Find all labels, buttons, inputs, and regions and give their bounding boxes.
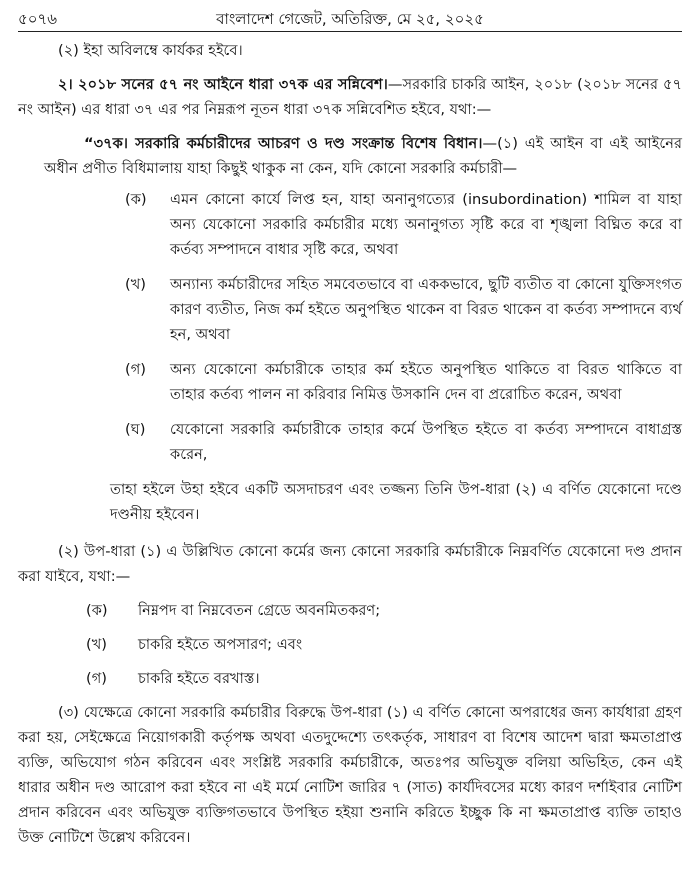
penalty-text: নিম্নপদ বা নিম্নবেতন গ্রেডে অবনমিতকরণ;	[138, 602, 381, 619]
subsection-3: (৩) যেক্ষেত্রে কোনো সরকারি কর্মচারীর বিরুদ্ধে উপ-ধারা (১) এ বর্ণিত কোনো অপরাধের জন্য কার্যধারা গ্রহণ করা হয়, সেইক্ষেত্রে নিয়োগকারী কর্তৃপক্ষ অথবা এতদুদ্দেশ্যে তৎকর্তৃক, সাধারণ বা বিশেষ আদেশ দ্বারা ক্ষমতাপ্রাপ্ত ব্যক্তি, অভিযোগ গঠন করিবেন এবং সংশ্লিষ্ট সরকারি কর্মচারীকে, অতঃপর অভিযুক্ত বলিয়া অভিহিত, কেন এই ধারার অধীন দণ্ড আরোপ করা হইবে না এই মর্মে নোটিশ জারির ৭ (সাত) কার্যদিবসের মধ্যে কারণ দর্শাইবার নোটিশ প্রদান করিবেন এবং অভিযুক্ত ব্যক্তিগতভাবে উপস্থিত হইয়া শুনানি করিতে ইচ্ছুক কি না ক্ষমতাপ্রাপ্ত ব্যক্তি তাহাও উক্ত নোটিশে উল্লেখ করিবেন।	[18, 704, 682, 846]
page-number: ৫০৭৬	[18, 10, 57, 28]
clause-item	[18, 357, 682, 407]
section-2-heading: ২। ২০১৮ সনের ৫৭ নং আইনে ধারা ৩৭ক এর সন্নিবেশ।	[58, 76, 388, 93]
clause-marker: (ঘ)	[125, 421, 146, 438]
penalty-item	[18, 666, 682, 691]
section-2-body: —সরকারি চাকরি আইন, ২০১৮ (২০১৮ সনের ৫৭ নং আইন) এর ধারা ৩৭ এর পর নিম্নরূপ নূতন ধারা ৩৭ক সন্নিবেশিত হইবে, যথা:—	[18, 76, 682, 118]
page-header	[18, 8, 682, 32]
gazette-header-title: বাংলাদেশ গেজেট, অতিরিক্ত, মে ২৫, ২০২৫	[216, 10, 484, 28]
penalty-marker: (ক)	[86, 602, 108, 619]
clause-text: যেকোনো সরকারি কর্মচারীকে তাহার কর্মে উপস্থিত হইতে বা কর্তব্য সম্পাদনে বাধাগ্রস্ত করেন,	[170, 421, 682, 463]
effective-clause: (২) ইহা অবিলম্বে কার্যকর হইবে।	[58, 42, 243, 59]
misconduct-conclusion: তাহা হইলে উহা হইবে একটি অসদাচরণ এবং তজ্জন্য তিনি উপ-ধারা (২) এ বর্ণিত যেকোনো দণ্ডে দণ্ডনীয় হইবেন।	[110, 481, 682, 523]
clause-text: অন্যান্য কর্মচারীদের সহিত সমবেতভাবে বা এককভাবে, ছুটি ব্যতীত বা কোনো যুক্তিসংগত কারণ ব্যতীত, নিজ কর্ম হইতে অনুপস্থিত থাকেন বা বিরত থাকেন বা কর্তব্য সম্পাদনে ব্যর্থ হন, অথবা	[170, 276, 682, 343]
section-2-paragraph	[18, 72, 682, 122]
penalty-item	[18, 598, 682, 623]
clause-marker: (গ)	[125, 361, 146, 378]
penalty-item	[18, 632, 682, 657]
clause-item	[18, 187, 682, 262]
penalty-text: চাকরি হইতে বরখাস্ত।	[138, 670, 260, 687]
clause-item	[18, 417, 682, 467]
gazette-body	[18, 38, 682, 859]
clause-text: এমন কোনো কার্যে লিপ্ত হন, যাহা অনানুগত্যের (insubordination) শামিল বা যাহা অন্য যেকোনো সরকারি কর্মচারীর মধ্যে অনানুগত্য সৃষ্টি করে বা শৃঙ্খলা বিঘ্নিত করে বা কর্তব্য সম্পাদনে বাধার সৃষ্টি করে, অথবা	[170, 191, 682, 258]
clause-marker: (খ)	[125, 276, 146, 293]
misconduct-clause-list	[18, 187, 682, 467]
section-37ka-body: —(১) এই আইন বা এই আইনের অধীন প্রণীত বিধিমালায় যাহা কিছুই থাকুক না কেন, যদি কোনো সরকারি কর্মচারী—	[44, 135, 682, 177]
penalty-marker: (খ)	[86, 636, 107, 653]
penalty-list	[18, 598, 682, 691]
header-divider	[18, 31, 682, 32]
penalty-marker: (গ)	[86, 670, 107, 687]
section-37ka-paragraph	[18, 131, 682, 181]
penalty-text: চাকরি হইতে অপসারণ; এবং	[138, 636, 303, 653]
clause-item	[18, 272, 682, 347]
section-37ka-heading: “৩৭ক। সরকারি কর্মচারীদের আচরণ ও দণ্ড সংক্রান্ত বিশেষ বিধান।	[84, 135, 483, 152]
clause-text: অন্য যেকোনো কর্মচারীকে তাহার কর্ম হইতে অনুপস্থিত থাকিতে বা বিরত থাকিতে বা তাহার কর্তব্য পালন না করিবার নিমিত্ত উসকানি দেন বা প্ররোচিত করেন, অথবা	[170, 361, 682, 403]
clause-marker: (ক)	[125, 191, 147, 208]
subsection-2-intro: (২) উপ-ধারা (১) এ উল্লিখিত কোনো কর্মের জন্য কোনো সরকারি কর্মচারীকে নিম্নবর্ণিত যেকোনো দণ্ড প্রদান করা যাইবে, যথা:—	[18, 543, 682, 585]
